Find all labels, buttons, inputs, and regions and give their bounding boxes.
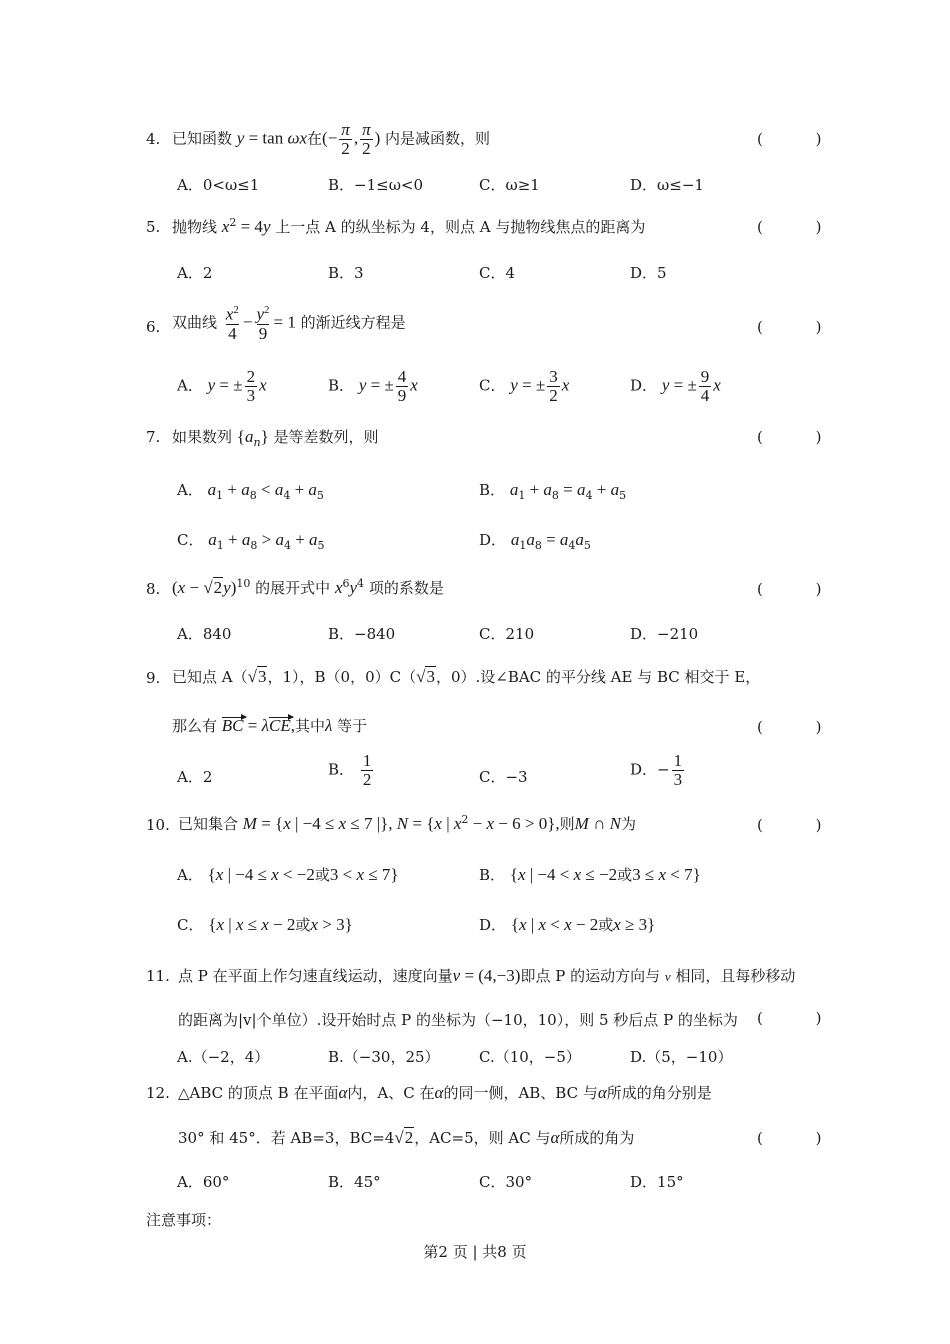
question-9-line-1: 已知点 A（√3，1），B（0，0）C（√3，0）.设∠BAC 的平分线 AE 与 BC 相交于 E， [172,667,761,686]
answer-paren-5: ( ) [757,218,846,236]
question-4-number: 4. [146,130,161,148]
q5-pre: 抛物线 [172,218,218,236]
q5-option-a: A．2 [177,264,213,282]
question-5-number: 5. [146,218,161,236]
question-9-line-2: 那么有 BC = λCE,其中λ 等于 [172,716,368,735]
q10-option-a: A． {x | −4 ≤ x < −2或3 < x ≤ 7} [177,865,399,884]
question-11-number: 11. [146,967,170,985]
q9-option-b: B． $\frac{1}{2}$ [328,751,372,789]
q12-option-d: D．15° [630,1173,684,1191]
q10-option-b: B． {x | −4 < x ≤ −2或3 ≤ x < 7} [479,865,701,884]
q6-option-c: C． y = ± $\frac{3}{2}$ x [479,367,570,405]
q4-pre: 已知函数 [172,129,233,148]
q11-option-d: D.（5，−10） [630,1048,733,1066]
q5-option-d: D．5 [630,264,667,282]
question-10-number: 10. [146,816,170,834]
q11-option-c: C.（10，−5） [479,1048,581,1066]
q8-option-a: A．840 [177,625,232,643]
question-5-stem: 抛物线 $x^2 = 4y$ 上一点 A 的纵坐标为 4，则点 A 与抛物线焦点的距离为 [172,216,646,236]
question-12-number: 12. [146,1084,170,1102]
q8-post2: 项的系数是 [368,579,444,597]
q10-option-c: C． {x | x ≤ x − 2或x > 3} [177,915,353,934]
question-10-stem: 已知集合 M = {x | −4 ≤ x ≤ 7 |}, N = {x | $x^2 - x - 6 > 0$},则M ∩ N为 [178,813,636,833]
answer-paren-9: ( ) [757,718,846,736]
question-6-stem: 双曲线 $\frac{x^2}{4}$ − $\frac{y^2}{9}$ = 1 的渐近线方程是 [172,304,406,343]
answer-paren-6: ( ) [757,318,846,336]
question-11-line-2: 的距离为|v|个单位）.设开始时点 P 的坐标为（−10，10），则 5 秒后点 P 的坐标为 [178,1011,738,1029]
q4-post: 内是减函数，则 [385,129,491,148]
question-8-stem: $(x - √2y)^{10}$ 的展开式中 $x^6y^4$ 项的系数是 [172,577,444,597]
q7-post: 是等差数列，则 [273,428,379,446]
question-7-stem: 如果数列 $\{a_n\}$ 是等差数列，则 [172,427,379,449]
q11-option-a: A.（−2，4） [177,1048,270,1066]
q12-option-a: A．60° [177,1173,230,1191]
answer-paren-11: ( ) [757,1009,846,1027]
q6-option-b: B． y = ± $\frac{4}{9}$ x [328,367,418,405]
q12-option-b: B．45° [328,1173,381,1191]
q9-option-d: D．− $\frac{1}{3}$ [630,751,683,789]
answer-paren-10: ( ) [757,816,846,834]
q8-option-b: B．−840 [328,625,396,643]
q8-post: 的展开式中 [255,579,331,597]
q5-post: 上一点 A 的纵坐标为 4，则点 A 与抛物线焦点的距离为 [275,218,646,236]
q8-option-c: C．210 [479,625,535,643]
page-footer: 第2 页 | 共8 页 [423,1243,527,1261]
q10-option-d: D． {x | x < x − 2或x ≥ 3} [479,915,656,934]
question-12-line-2: 30° 和 45°．若 AB=3，BC=4√2，AC=5，则 AC 与α所成的角为 [178,1128,635,1147]
q5-option-b: B．3 [328,264,364,282]
q7-option-d: D． $a_1a_8 = a_4a_5$ [479,530,591,552]
q4-option-a: A．0<ω≤1 [177,176,260,194]
q12-option-c: C．30° [479,1173,533,1191]
question-12-line-1: △ABC 的顶点 B 在平面α内，A、C 在α的同一侧，AB、BC 与α所成的角分别是 [178,1083,712,1102]
q6-option-a: A． y = ± $\frac{2}{3}$ x [177,367,267,405]
q6-pre: 双曲线 [172,313,218,332]
q5-option-c: C．4 [479,264,516,282]
q4-option-b: B．−1≤ω<0 [328,176,424,194]
q7-option-c: C． $a_1 + a_8 > a_4 + a_5$ [177,530,325,552]
notes-heading: 注意事项： [146,1211,222,1229]
answer-paren-7: ( ) [757,428,846,446]
q7-option-a: A． $a_1 + a_8 < a_4 + a_5$ [177,480,324,502]
q11-option-b: B.（−30，25） [328,1048,440,1066]
q6-post: 的渐近线方程是 [300,313,406,332]
q4-option-d: D．ω≤−1 [630,176,704,194]
question-4-stem: 已知函数 y = tan ωx在(− $\frac{\pi}{2}$ , $\frac{\pi}{2}$ ) 内是减函数，则 [172,120,491,158]
q7-pre: 如果数列 [172,428,233,446]
question-11-line-1: 点 P 在平面上作匀速直线运动，速度向量v = (4,−3)即点 P 的运动方向与 v 相同，且每秒移动 [178,966,796,985]
question-9-number: 9. [146,669,161,687]
answer-paren-4: ( ) [757,130,846,148]
q4-mid: 在 [307,129,323,148]
q8-option-d: D．−210 [630,625,699,643]
q7-option-b: B． $a_1 + a_8 = a_4 + a_5$ [479,480,627,502]
q9-option-a: A．2 [177,768,213,786]
answer-paren-8: ( ) [757,580,846,598]
question-7-number: 7. [146,428,161,446]
q9-option-c: C．−3 [479,768,528,786]
q6-option-d: D． y = ± $\frac{9}{4}$ x [630,367,721,405]
q4-option-c: C．ω≥1 [479,176,540,194]
question-8-number: 8. [146,580,161,598]
question-6-number: 6. [146,318,161,336]
answer-paren-12: ( ) [757,1129,846,1147]
